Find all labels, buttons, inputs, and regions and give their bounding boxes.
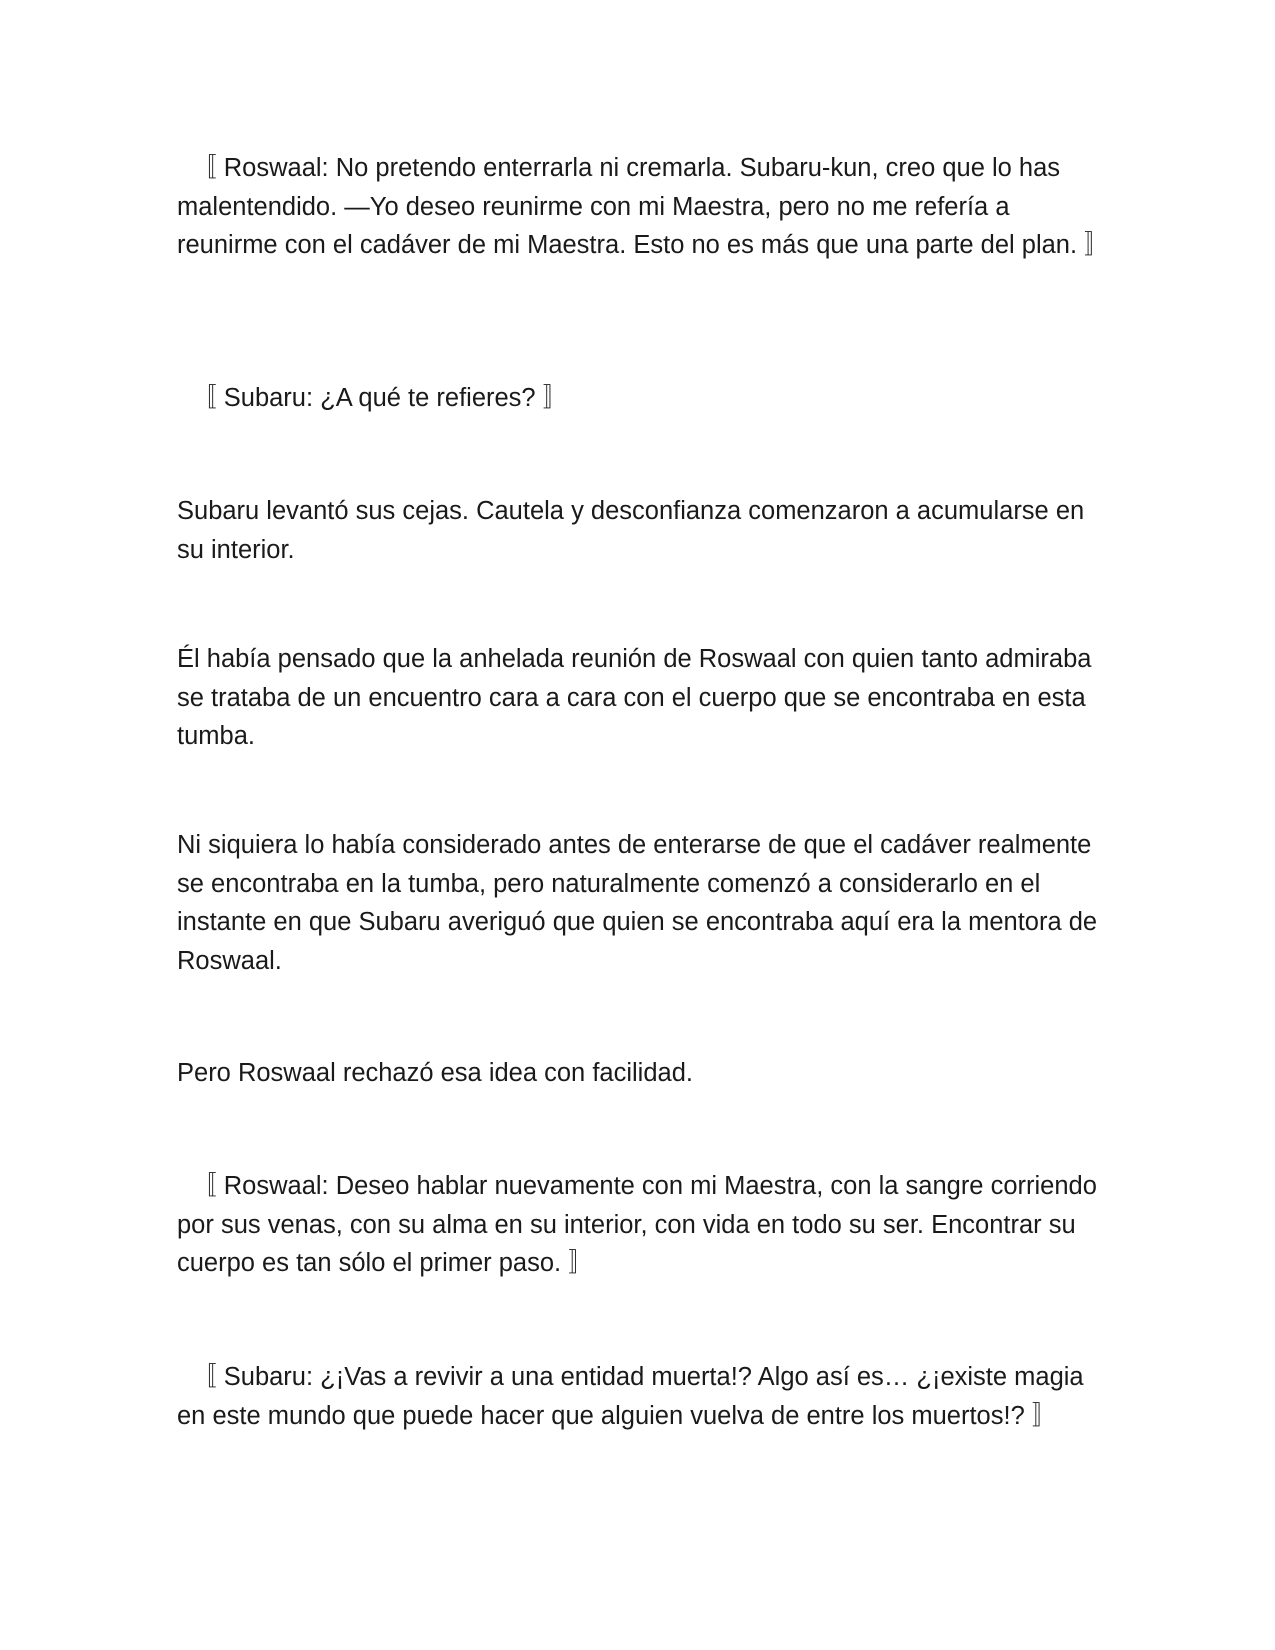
paragraph-subaru-dialogue-1: 〚 Subaru: ¿A qué te refieres? 〛 — [177, 384, 569, 412]
paragraph-subaru-dialogue-2: 〚 Subaru: ¿¡Vas a revivir a una entidad muerta!? Algo así es… ¿¡existe magia en este mundo que puede hacer que alguien vuelva de entre los muertos!? 〛 — [177, 1363, 1084, 1430]
paragraph-narration-4: Pero Roswaal rechazó esa idea con facilidad. — [177, 1059, 693, 1087]
paragraph-narration-1: Subaru levantó sus cejas. Cautela y desconfianza comenzaron a acumularse en su interior. — [177, 497, 1085, 564]
paragraph-roswaal-dialogue-2: 〚 Roswaal: Deseo hablar nuevamente con mi Maestra, con la sangre corriendo por sus venas, con su alma en su interior, con vida en todo su ser. Encontrar su cuerpo es tan sólo el primer paso. 〛 — [177, 1172, 1097, 1277]
paragraph-narration-3: Ni siquiera lo había considerado antes de enterarse de que el cadáver realmente se encontraba en la tumba, pero naturalmente comenzó a considerarlo en el instante en que Subaru averiguó que quien se encontraba aquí era la mentora de Roswaal. — [177, 831, 1098, 975]
paragraph-roswaal-dialogue-1: 〚 Roswaal: No pretendo enterrarla ni cremarla. Subaru-kun, creo que lo has malentendido. —Yo deseo reunirme con mi Maestra, pero no me refería a reunirme con el cadáver de mi Maestra. Esto no es más que una parte del plan. 〛 — [177, 154, 1110, 259]
paragraph-narration-2: Él había pensado que la anhelada reunión de Roswaal con quien tanto admiraba se trataba de un encuentro cara a cara con el cuerpo que se encontraba en esta tumba. — [177, 645, 1092, 750]
